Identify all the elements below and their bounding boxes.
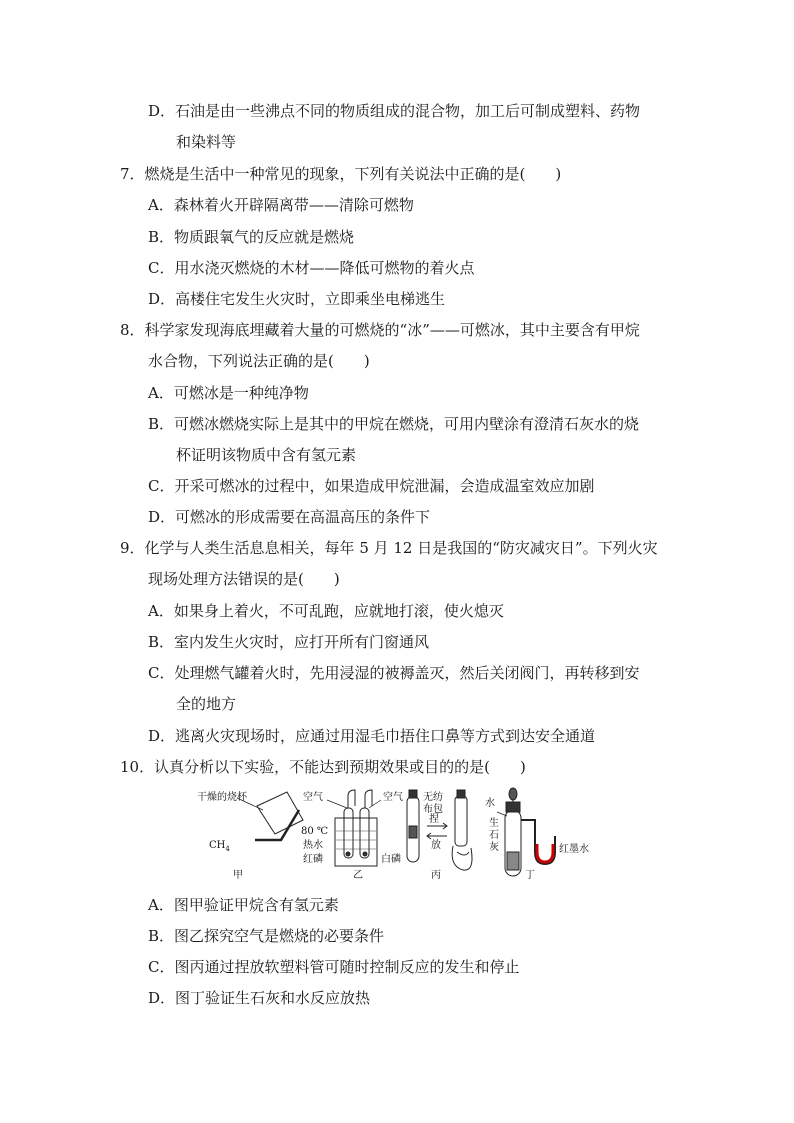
q8-stem: 8．科学家发现海底埋藏着大量的可燃烧的“冰”——可燃冰，其中主要含有甲烷 <box>120 321 640 339</box>
bing-caption: 丙 <box>431 870 441 881</box>
q9-option-d: D．逃离火灾现场时，应通过用湿毛巾捂住口鼻等方式到达安全通道 <box>148 727 596 745</box>
q10-option-c: C．图丙通过捏放软塑料管可随时控制反应的发生和停止 <box>148 958 520 976</box>
q8-option-b: B．可燃冰燃烧实际上是其中的甲烷在燃烧，可用内壁涂有澄清石灰水的烧 <box>148 415 640 433</box>
q9-stem: 9．化学与人类生活息息相关，每年 5 月 12 日是我国的“防灾减灾日”。下列火灾 <box>120 539 658 557</box>
bing-release-label: 放 <box>431 840 441 851</box>
q9-option-b: B．室内发生火灾时，应打开所有门窗通风 <box>148 633 430 651</box>
q9-stem-continuation: 现场处理方法错误的是( ) <box>148 570 340 588</box>
q8-option-a: A．可燃冰是一种纯净物 <box>148 384 309 402</box>
q7-option-a: A．森林着火开辟隔离带——清除可燃物 <box>148 196 414 214</box>
q8-stem-continuation: 水合物，下列说法正确的是( ) <box>148 352 370 370</box>
ding-lime-label-3: 灰 <box>489 842 499 853</box>
q9-option-c-continuation: 全的地方 <box>176 695 237 713</box>
q7-option-c: C．用水浇灭燃烧的木材——降低可燃物的着火点 <box>148 259 475 277</box>
yi-temperature-label: 80 ℃ <box>301 826 329 837</box>
experiment-diagrams <box>195 786 635 882</box>
ding-red-ink-label: 红墨水 <box>559 844 589 855</box>
yi-apparatus <box>335 790 377 866</box>
bing-bag-label-1: 无纺 <box>423 792 443 803</box>
jia-caption: 甲 <box>233 870 243 881</box>
ding-lime-label-2: 石 <box>489 830 499 841</box>
jia-apparatus <box>255 792 303 840</box>
q8-option-c: C．开采可燃冰的过程中，如果造成甲烷泄漏，会造成温室效应加剧 <box>148 477 595 495</box>
q10-option-b: B．图乙探究空气是燃烧的必要条件 <box>148 927 385 945</box>
yi-hot-water-label: 热水 <box>303 840 323 851</box>
yi-caption: 乙 <box>353 870 363 881</box>
bing-squeeze-label: 捏 <box>429 814 439 825</box>
q6-option-d: D．石油是由一些沸点不同的物质组成的混合物，加工后可制成塑料、药物 <box>148 102 641 120</box>
q10-option-a: A．图甲验证甲烷含有氢元素 <box>148 896 339 914</box>
bing-bag-label-2: 布包 <box>423 804 443 815</box>
ding-water-label: 水 <box>485 798 495 809</box>
jia-gas-label: $CH_4$ <box>209 840 230 853</box>
q9-option-a: A．如果身上着火，不可乱跑，应就地打滚，使火熄灭 <box>148 602 504 620</box>
q10-stem: 10．认真分析以下实验，不能达到预期效果或目的的是( ) <box>120 758 526 776</box>
q9-option-c: C．处理燃气罐着火时，先用浸湿的被褥盖灭，然后关闭阀门，再转移到安 <box>148 664 640 682</box>
q7-option-b: B．物质跟氧气的反应就是燃烧 <box>148 228 355 246</box>
q7-option-d: D．高楼住宅发生火灾时，立即乘坐电梯逃生 <box>148 290 446 308</box>
yi-air-left-label: 空气 <box>303 792 323 803</box>
yi-red-phosphorus-label: 红磷 <box>303 854 323 865</box>
q7-stem: 7．燃烧是生活中一种常见的现象，下列有关说法中正确的是( ) <box>120 165 562 183</box>
yi-air-right-label: 空气 <box>383 792 403 803</box>
ding-apparatus <box>505 788 555 876</box>
q8-option-b-continuation: 杯证明该物质中含有氢元素 <box>176 446 357 464</box>
jia-beaker-label: 干燥的烧杯 <box>197 792 247 803</box>
yi-white-phosphorus-label: 白磷 <box>381 854 401 865</box>
q10-option-d: D．图丁验证生石灰和水反应放热 <box>148 989 371 1007</box>
q6-option-d-continuation: 和染料等 <box>176 133 237 151</box>
ding-lime-label-1: 生 <box>489 818 499 829</box>
q8-option-d: D．可燃冰的形成需要在高温高压的条件下 <box>148 508 431 526</box>
ding-caption: 丁 <box>525 870 535 881</box>
q10-experiment-figure <box>195 786 635 886</box>
